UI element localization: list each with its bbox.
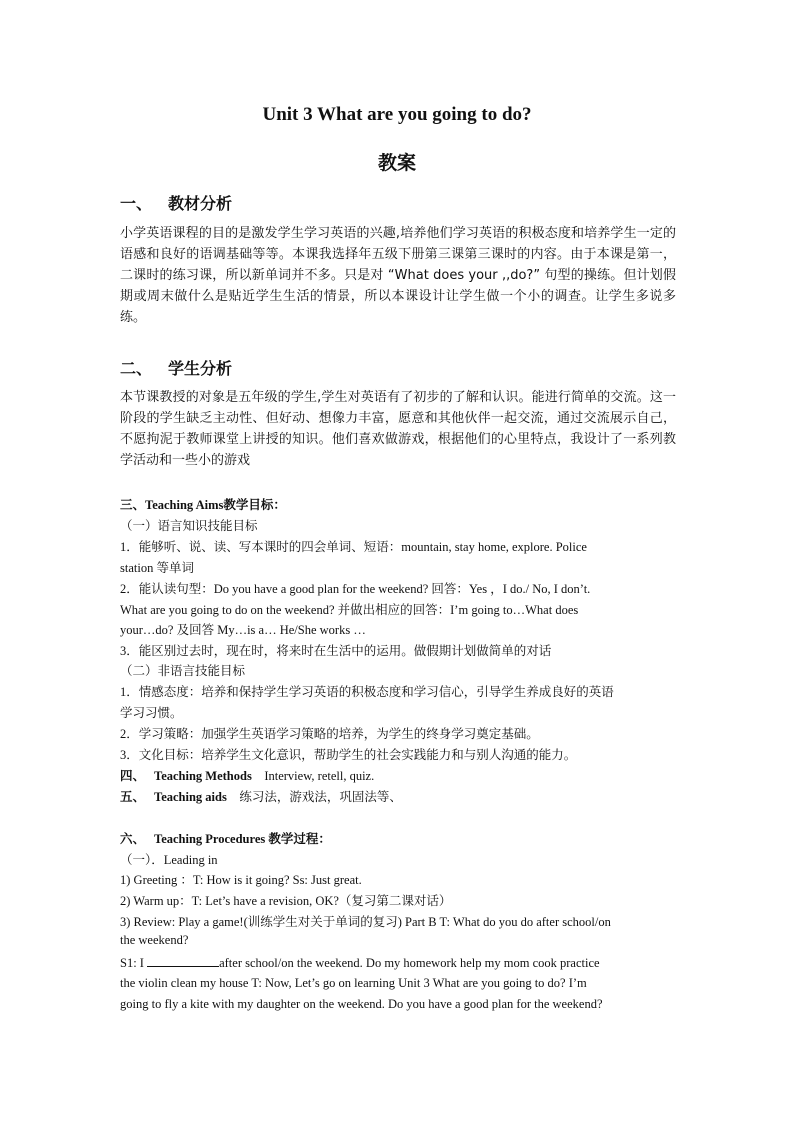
section-number: 二、 xyxy=(120,359,153,378)
aim-line: station 等单词 xyxy=(120,561,194,575)
section-title: 学生分析 xyxy=(168,359,233,378)
section-number: 五、 xyxy=(120,790,146,804)
aim-line: 2．能认读句型：Do you have a good plan for the weekend? 回答：Yes ，I do./ No, I don’t. xyxy=(120,582,591,596)
aim-line: 1．能够听、说、读、写本课时的四会单词、短语：mountain, stay home, explore. Police xyxy=(120,540,587,554)
subheading-nonlanguage-skills: （二）非语言技能目标 xyxy=(120,664,246,678)
procedure-line: 1) Greeting ：T: How is it going? Ss: Just great. xyxy=(120,873,362,887)
aim-line: your…do? 及回答 My…is a… He/She works … xyxy=(120,623,366,637)
section-teaching-methods xyxy=(120,766,676,784)
procedure-line: 2) Warm up：T: Let’s have a revision, OK?（复习第二课对话） xyxy=(120,894,452,908)
section-number: 一、 xyxy=(120,194,153,213)
subheading-language-skills: （一）语言知识技能目标 xyxy=(120,519,258,533)
section-heading-student-analysis xyxy=(120,356,232,379)
document-subtitle: 教案 xyxy=(377,152,416,174)
procedure-subheading: （一）．Leading in xyxy=(120,853,218,867)
section-value: Interview, retell, quiz. xyxy=(264,769,375,783)
section-label: Teaching aids xyxy=(154,790,227,804)
aim-line: 1．情感态度：培养和保持学生学习英语的积极态度和学习信心，引导学生养成良好的英语 xyxy=(120,685,614,699)
student-analysis-paragraph: 本节课教授的对象是五年级的学生,学生对英语有了初步的了解和认识。能进行简单的交流。这一阶段的学生缺乏主动性、但好动、想像力丰富，愿意和其他伙伴一起交流，通过交流展示自己，不愿拘泥于教师课堂上讲授的知识。他们喜欢做游戏，根据他们的心里特点，我设计了一系列教学活动和一些小的游戏 xyxy=(120,390,676,468)
section-number: 四、 xyxy=(120,769,146,783)
procedure-line: the violin clean my house T: Now, Let’s go on learning Unit 3 What are you going to do? I’m xyxy=(120,976,587,990)
section-label: Teaching Procedures 教学过程： xyxy=(154,832,331,846)
section-heading-textbook-analysis xyxy=(120,191,232,214)
section-value: 练习法，游戏法，巩固法等、 xyxy=(239,790,402,804)
section-teaching-procedures xyxy=(120,829,676,847)
textbook-analysis-paragraph: 小学英语课程的目的是激发学生学习英语的兴趣,培养他们学习英语的积极态度和培养学生一定的语感和良好的语调基础等等。本课我选择年五级下册第三课第三课时的内容。由于本课是第一，二课时的练习课，所以新单词并不多。只是对 “What does your ,,do?” 句型的操练。但计划假期或周末做什么是贴近学生生活的情景，所以本课设计让学生做一个小的调查。让学生多说多练。 xyxy=(120,226,676,325)
section-number: 六、 xyxy=(120,832,146,846)
document-title: Unit 3 What are you going to do? xyxy=(262,104,532,125)
procedure-line: going to fly a kite with my daughter on the weekend. Do you have a good plan for the weekend? xyxy=(120,997,603,1011)
section-label: Teaching Methods xyxy=(154,769,252,783)
section-teaching-aids xyxy=(120,787,676,805)
procedure-text: after school/on the weekend. Do my homework help my mom cook practice xyxy=(219,956,600,970)
procedure-line: 3) Review: Play a game!(训练学生对关于单词的复习) Part B T: What do you do after school/on xyxy=(120,915,611,929)
aim-line: 3．能区别过去时，现在时，将来时在生活中的运用。做假期计划做简单的对话 xyxy=(120,644,552,658)
procedure-line: the weekend? xyxy=(120,933,189,947)
section-title: 教材分析 xyxy=(168,194,233,213)
procedure-text: S1: I xyxy=(120,956,148,970)
aim-line: 学习习惯。 xyxy=(120,706,183,720)
fill-in-blank xyxy=(147,955,219,967)
procedure-line-with-blank xyxy=(120,955,676,971)
section-heading-teaching-aims: 三、Teaching Aims教学目标： xyxy=(120,498,286,512)
aim-line: What are you going to do on the weekend? 并做出相应的回答：I’m going to…What does xyxy=(120,603,579,617)
aim-line: 3．文化目标：培养学生文化意识，帮助学生的社会实践能力和与别人沟通的能力。 xyxy=(120,748,577,762)
aim-line: 2．学习策略：加强学生英语学习策略的培养，为学生的终身学习奠定基础。 xyxy=(120,727,539,741)
